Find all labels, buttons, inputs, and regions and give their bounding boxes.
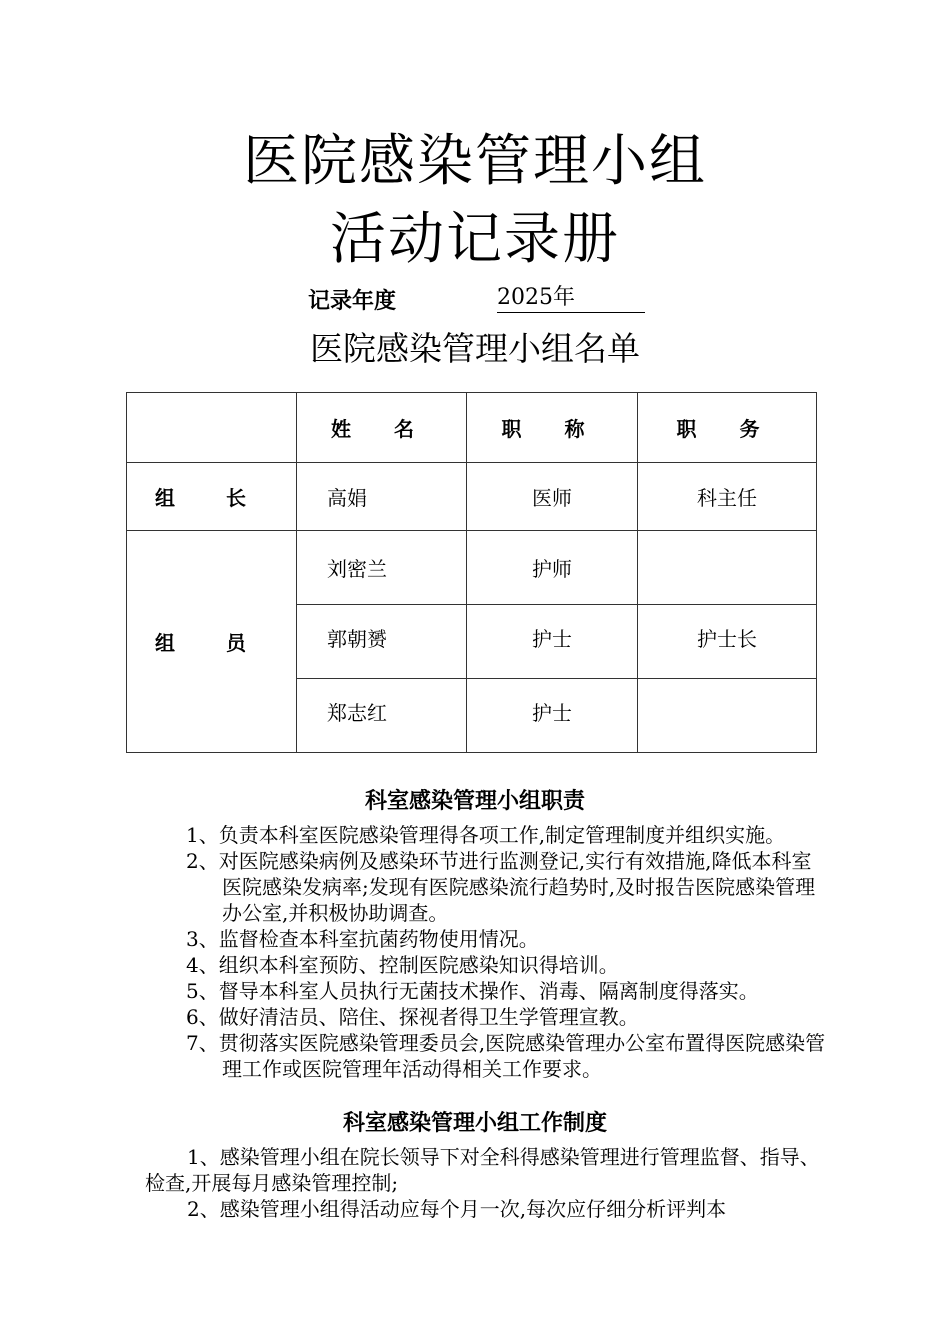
leader-role-cell: 组 长 <box>127 463 297 531</box>
document-title-line-2: 活动记录册 <box>330 207 620 272</box>
duty-item: 4、组织本科室预防、控制医院感染知识得培训。 <box>186 953 619 977</box>
member-title-cell: 护师 <box>467 531 638 605</box>
duty-item: 5、督导本科室人员执行无菌技术操作、消毒、隔离制度得落实。 <box>186 979 759 1003</box>
members-role-cell: 组 员 <box>127 531 297 753</box>
roster-heading: 医院感染管理小组名单 <box>310 329 640 368</box>
leader-position-cell: 科主任 <box>638 463 817 531</box>
duty-item: 3、监督检查本科室抗菌药物使用情况。 <box>186 927 539 951</box>
duties-heading: 科室感染管理小组职责 <box>364 789 585 814</box>
roster-header-empty <box>127 393 297 463</box>
duty-item: 2、对医院感染病例及感染环节进行监测登记,实行有效措施,降低本科室医院感染发病率;发现有医院感染流行趋势时,及时报告医院感染管理办公室,并积极协助调查。 <box>186 849 816 925</box>
member-position-cell: 护士长 <box>638 605 817 679</box>
roster-header-position: 职 务 <box>638 393 817 463</box>
roster-member-row <box>127 531 817 605</box>
roster-table <box>126 392 817 753</box>
member-title-cell: 护士 <box>467 605 638 679</box>
member-name-cell: 郭朝赟 <box>297 605 467 679</box>
record-year-row <box>0 284 950 316</box>
rules-heading: 科室感染管理小组工作制度 <box>342 1111 607 1136</box>
record-year-label: 记录年度 <box>308 288 397 314</box>
member-position-cell <box>638 531 817 605</box>
rule-item: 1、感染管理小组在院长领导下对全科得感染管理进行管理监督、指导、检查,开展每月感染管理控制; <box>145 1145 820 1195</box>
duty-item: 6、做好清洁员、陪住、探视者得卫生学管理宣教。 <box>186 1005 639 1029</box>
duty-item: 7、贯彻落实医院感染管理委员会,医院感染管理办公室布置得医院感染管理工作或医院管理年活动得相关工作要求。 <box>186 1031 826 1081</box>
document-title-line-1: 医院感染管理小组 <box>243 129 707 194</box>
member-position-cell <box>638 679 817 753</box>
roster-leader-row <box>127 463 817 531</box>
rules-body <box>145 1144 825 1222</box>
leader-title-cell: 医师 <box>467 463 638 531</box>
record-year-value: 2025年 <box>497 284 645 313</box>
roster-header-title: 职 称 <box>467 393 638 463</box>
roster-header-row <box>127 393 817 463</box>
member-title-cell: 护士 <box>467 679 638 753</box>
leader-name-cell: 高娟 <box>297 463 467 531</box>
rule-item: 2、感染管理小组得活动应每个月一次,每次应仔细分析评判本 <box>187 1197 727 1221</box>
member-name-cell: 郑志红 <box>297 679 467 753</box>
duties-list <box>186 822 826 1082</box>
roster-header-name: 姓 名 <box>297 393 467 463</box>
member-name-cell: 刘密兰 <box>297 531 467 605</box>
duty-item: 1、负责本科室医院感染管理得各项工作,制定管理制度并组织实施。 <box>186 823 786 847</box>
